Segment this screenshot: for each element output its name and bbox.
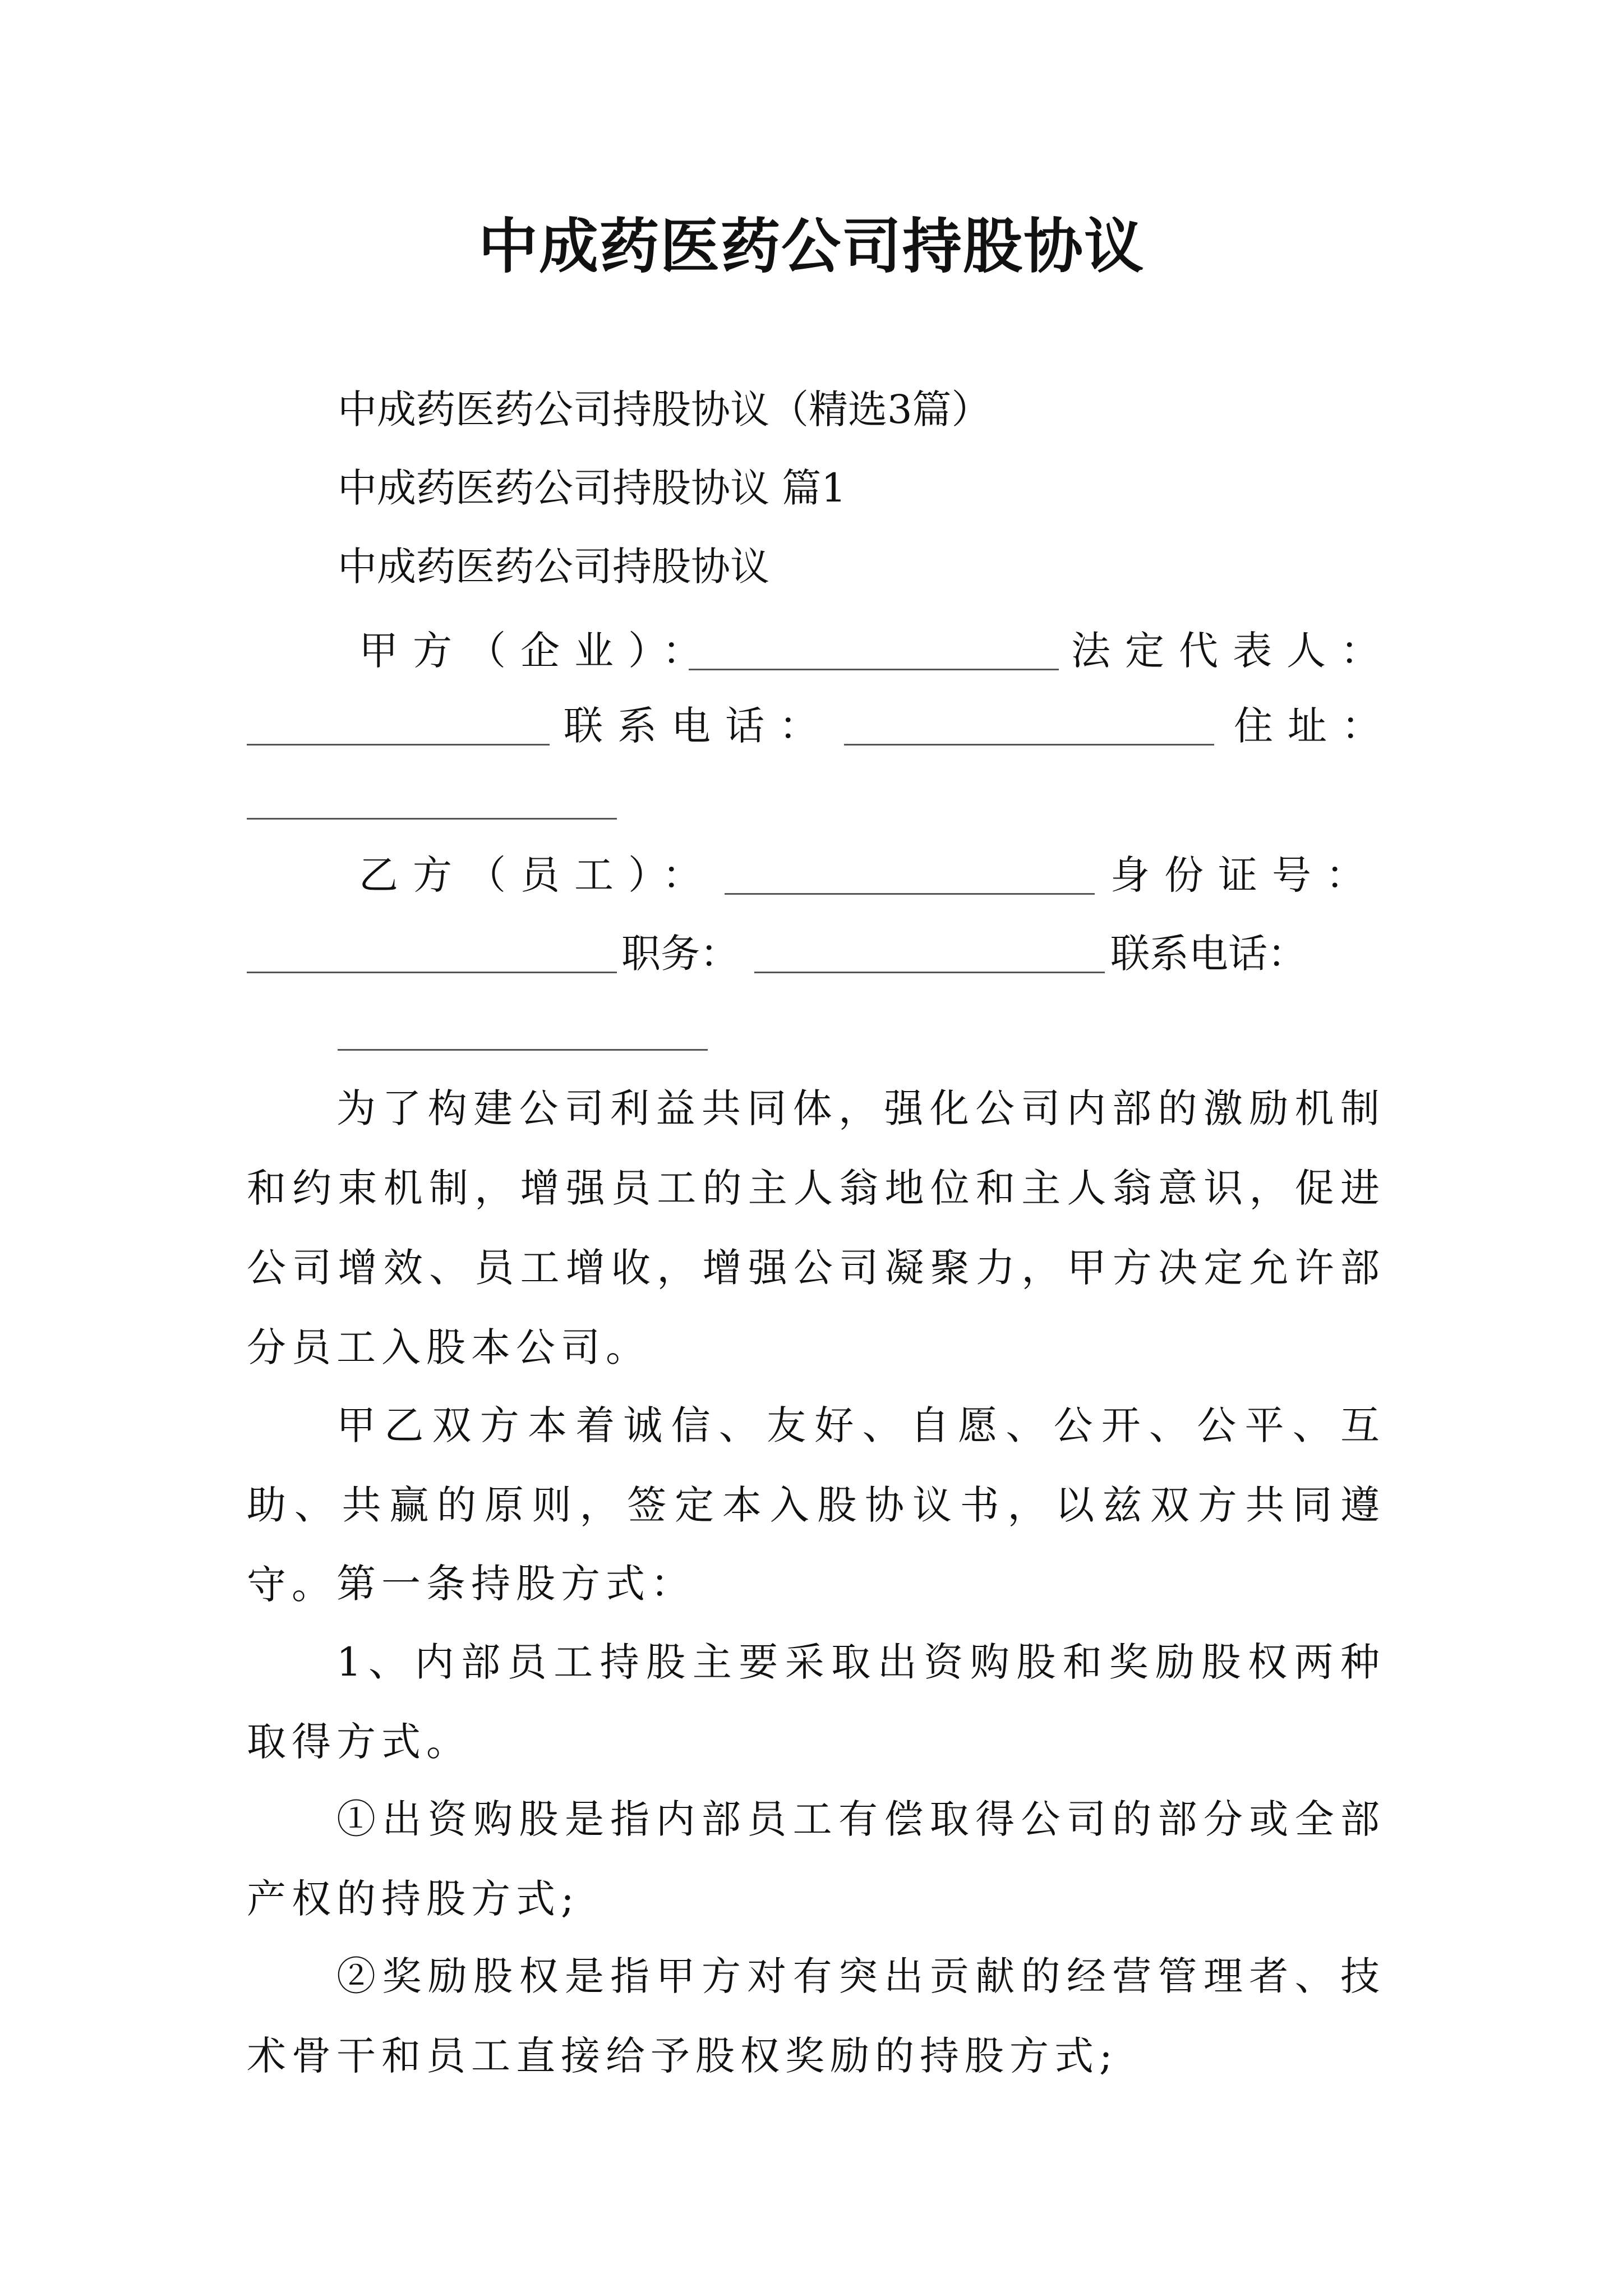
- subtitle-part: 中成药医药公司持股协议 篇1: [338, 465, 846, 511]
- party-a-phone-label: 联系电话：: [564, 703, 833, 749]
- id-number-blank: [247, 972, 617, 973]
- subtitle-agreement: 中成药医药公司持股协议: [338, 544, 769, 590]
- paragraph-purpose: 为了构建公司利益共同体，强化公司内部的激励机制和约束机制，增强员工的主人翁地位和主人翁意识，促进公司增效、员工增收，增强公司凝聚力，甲方决定允许部分员工入股本公司。: [247, 1085, 1385, 1370]
- address-blank: [247, 818, 617, 820]
- party-a-name-blank: [689, 669, 1059, 670]
- paragraph-item-purchase: ①出资购股是指内部员工有偿取得公司的部分或全部产权的持股方式;: [247, 1796, 1385, 1922]
- legal-rep-blank: [247, 744, 550, 746]
- position-label: 职务：: [621, 931, 739, 977]
- document-title: 中成药医药公司持股协议: [478, 211, 1145, 281]
- id-number-label: 身份证号：: [1110, 852, 1380, 898]
- position-blank: [754, 972, 1105, 973]
- address-label: 住址：: [1234, 703, 1395, 749]
- party-b-name-blank: [725, 893, 1095, 895]
- party-a-label: 甲方（企业）：: [359, 628, 716, 674]
- subtitle-selected: 中成药医药公司持股协议（精选3篇）: [338, 386, 991, 432]
- paragraph-item-reward: ②奖励股权是指甲方对有突出贡献的经营管理者、技术骨干和员工直接给予股权奖励的持股方式;: [247, 1953, 1385, 2079]
- paragraph-item-1: 1、内部员工持股主要采取出资购股和奖励股权两种取得方式。: [247, 1639, 1385, 1765]
- paragraph-principles: 甲乙双方本着诚信、友好、自愿、公开、公平、互助、共赢的原则，签定本入股协议书，以兹双方共同遵守。: [247, 1402, 1385, 1608]
- party-b-phone-blank: [338, 1049, 708, 1051]
- party-a-phone-blank: [844, 744, 1214, 746]
- paragraph-article-1: 第一条持股方式：: [336, 1561, 695, 1607]
- legal-rep-label: 法定代表人：: [1071, 628, 1394, 674]
- party-b-label: 乙方（员工）：: [359, 852, 716, 898]
- party-b-phone-label: 联系电话：: [1110, 931, 1307, 977]
